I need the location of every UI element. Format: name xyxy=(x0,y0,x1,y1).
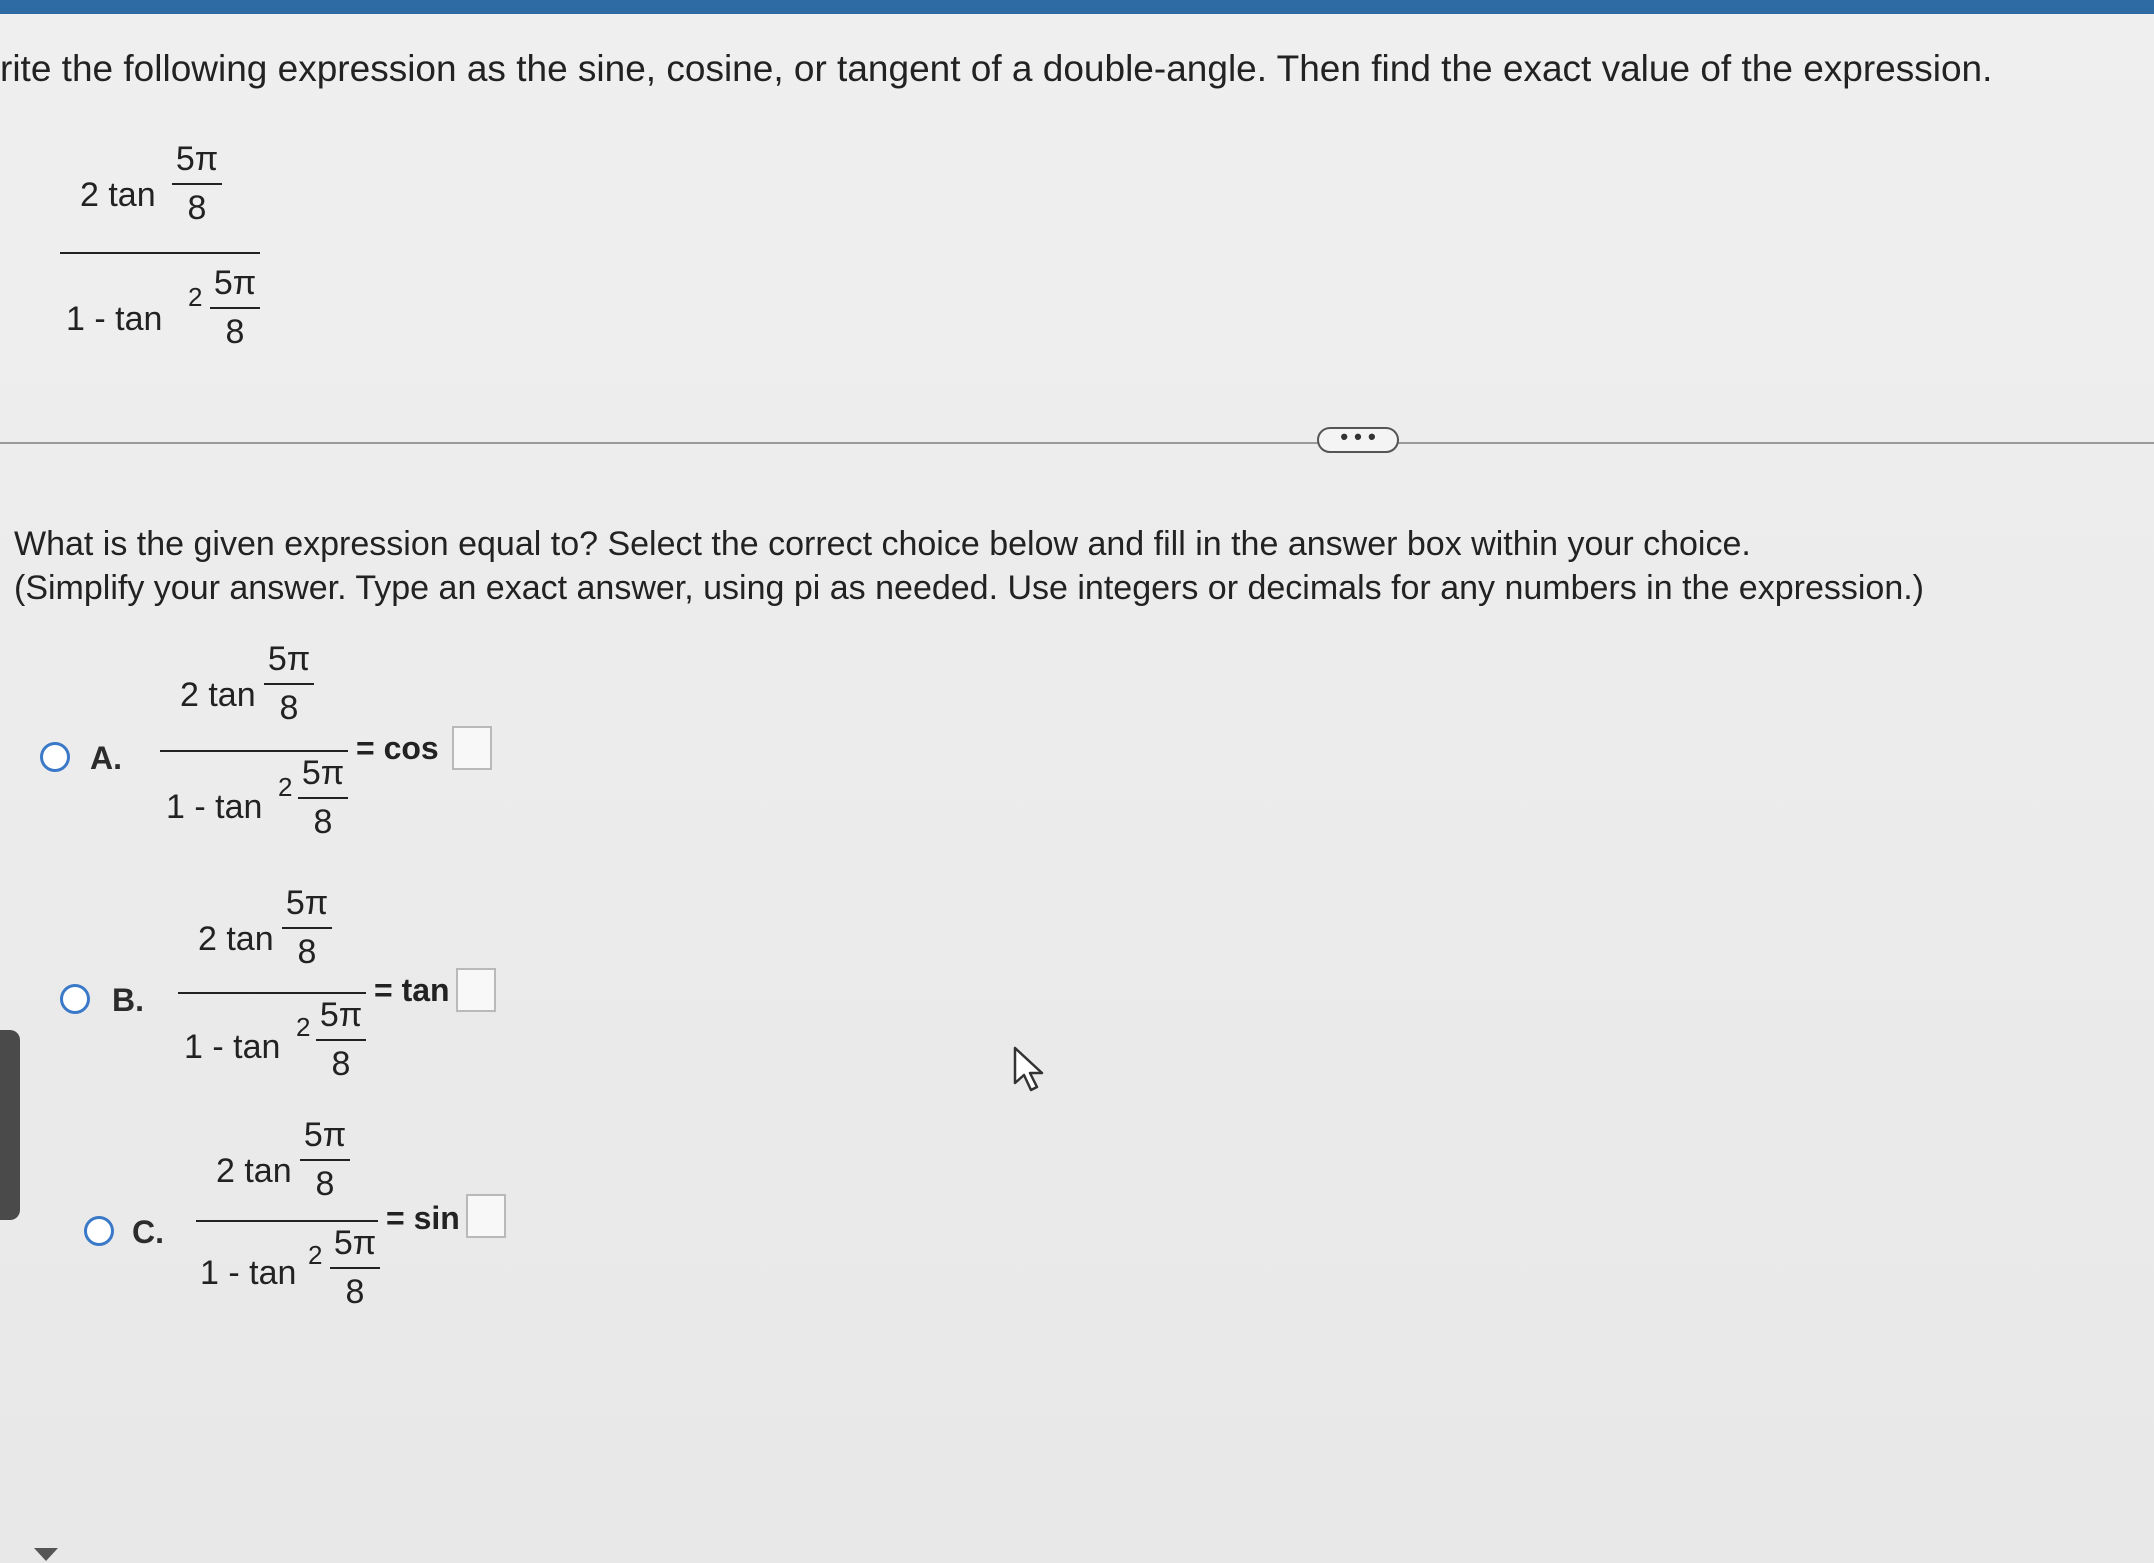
denominator-prefix: 1 - tan xyxy=(184,1028,281,1066)
numerator-coef: 2 tan xyxy=(180,676,256,714)
angle-den: 8 xyxy=(315,1165,335,1203)
angle-num: 5π xyxy=(303,1116,347,1154)
choice-b-answer-box[interactable] xyxy=(456,968,496,1012)
given-expression xyxy=(60,130,320,370)
angle-den: 8 xyxy=(297,933,317,971)
expr-denominator-prefix: 1 - tan xyxy=(66,300,163,338)
top-bar xyxy=(0,0,2154,14)
exponent: 2 xyxy=(278,772,293,802)
angle-den: 8 xyxy=(331,1045,351,1083)
exponent: 2 xyxy=(308,1240,323,1270)
expr-exponent: 2 xyxy=(188,282,203,312)
angle-den: 8 xyxy=(313,803,333,841)
question-text xyxy=(14,522,1924,610)
expr-numerator-coef: 2 tan xyxy=(80,176,156,214)
main-bar xyxy=(196,1220,378,1222)
choice-b-radio[interactable] xyxy=(60,984,90,1014)
angle-num: 5π xyxy=(213,264,257,302)
expr-main-bar xyxy=(60,252,260,254)
main-bar xyxy=(160,750,348,752)
numerator-coef: 2 tan xyxy=(216,1152,292,1190)
angle-den: 8 xyxy=(345,1273,365,1311)
scroll-down-arrow-icon[interactable] xyxy=(34,1548,58,1562)
angle-num: 5π xyxy=(285,884,329,922)
choice-c-rhs: = sin xyxy=(386,1200,460,1236)
choice-a-label: A. xyxy=(90,740,122,776)
angle-num: 5π xyxy=(319,996,363,1034)
angle-den: 8 xyxy=(225,313,245,351)
denominator-prefix: 1 - tan xyxy=(200,1254,297,1292)
choice-c-answer-box[interactable] xyxy=(466,1194,506,1238)
more-button[interactable]: • • • xyxy=(1317,427,1399,453)
mouse-pointer-icon xyxy=(1012,1045,1046,1093)
angle-num: 5π xyxy=(267,640,311,678)
choice-a-answer-box[interactable] xyxy=(452,726,492,770)
choice-a-expression xyxy=(160,640,370,850)
angle-num: 5π xyxy=(333,1224,377,1262)
choice-a-rhs: = cos xyxy=(356,730,439,766)
choice-c-label: C. xyxy=(132,1214,164,1250)
choice-b-label: B. xyxy=(112,982,144,1018)
question-line-2: (Simplify your answer. Type an exact answer, using pi as needed. Use integers or decimals for any numbers in the expression.) xyxy=(14,569,1924,607)
instruction-text: rite the following expression as the sine, cosine, or tangent of a double-angle. Then find the exact value of the expression. xyxy=(0,48,1993,89)
denominator-angle xyxy=(298,754,348,842)
angle-bar xyxy=(282,927,332,929)
choice-c-radio[interactable] xyxy=(84,1216,114,1246)
angle-bar xyxy=(298,797,348,799)
numerator-angle xyxy=(264,640,314,728)
exponent: 2 xyxy=(296,1012,311,1042)
denominator-angle xyxy=(330,1224,380,1312)
scrollbar-handle[interactable] xyxy=(0,1030,20,1220)
angle-den: 8 xyxy=(279,689,299,727)
expr-denominator-angle xyxy=(210,264,260,352)
main-bar xyxy=(178,992,366,994)
numerator-angle xyxy=(300,1116,350,1204)
choice-b-rhs: = tan xyxy=(374,972,450,1008)
denominator-prefix: 1 - tan xyxy=(166,788,263,826)
choice-b-expression xyxy=(178,884,388,1094)
denominator-angle xyxy=(316,996,366,1084)
angle-den: 8 xyxy=(187,189,207,227)
numerator-coef: 2 tan xyxy=(198,920,274,958)
angle-bar xyxy=(264,683,314,685)
section-divider xyxy=(0,442,2154,444)
angle-bar xyxy=(210,307,260,309)
choice-a-radio[interactable] xyxy=(40,742,70,772)
angle-num: 5π xyxy=(301,754,345,792)
question-line-1: What is the given expression equal to? Select the correct choice below and fill in the answer box within your choice. xyxy=(14,525,1751,563)
angle-num: 5π xyxy=(175,140,219,178)
numerator-angle xyxy=(282,884,332,972)
angle-bar xyxy=(330,1267,380,1269)
expr-numerator-angle xyxy=(172,140,222,228)
angle-bar xyxy=(300,1159,350,1161)
angle-bar xyxy=(172,183,222,185)
choice-c-expression xyxy=(196,1116,406,1326)
angle-bar xyxy=(316,1039,366,1041)
